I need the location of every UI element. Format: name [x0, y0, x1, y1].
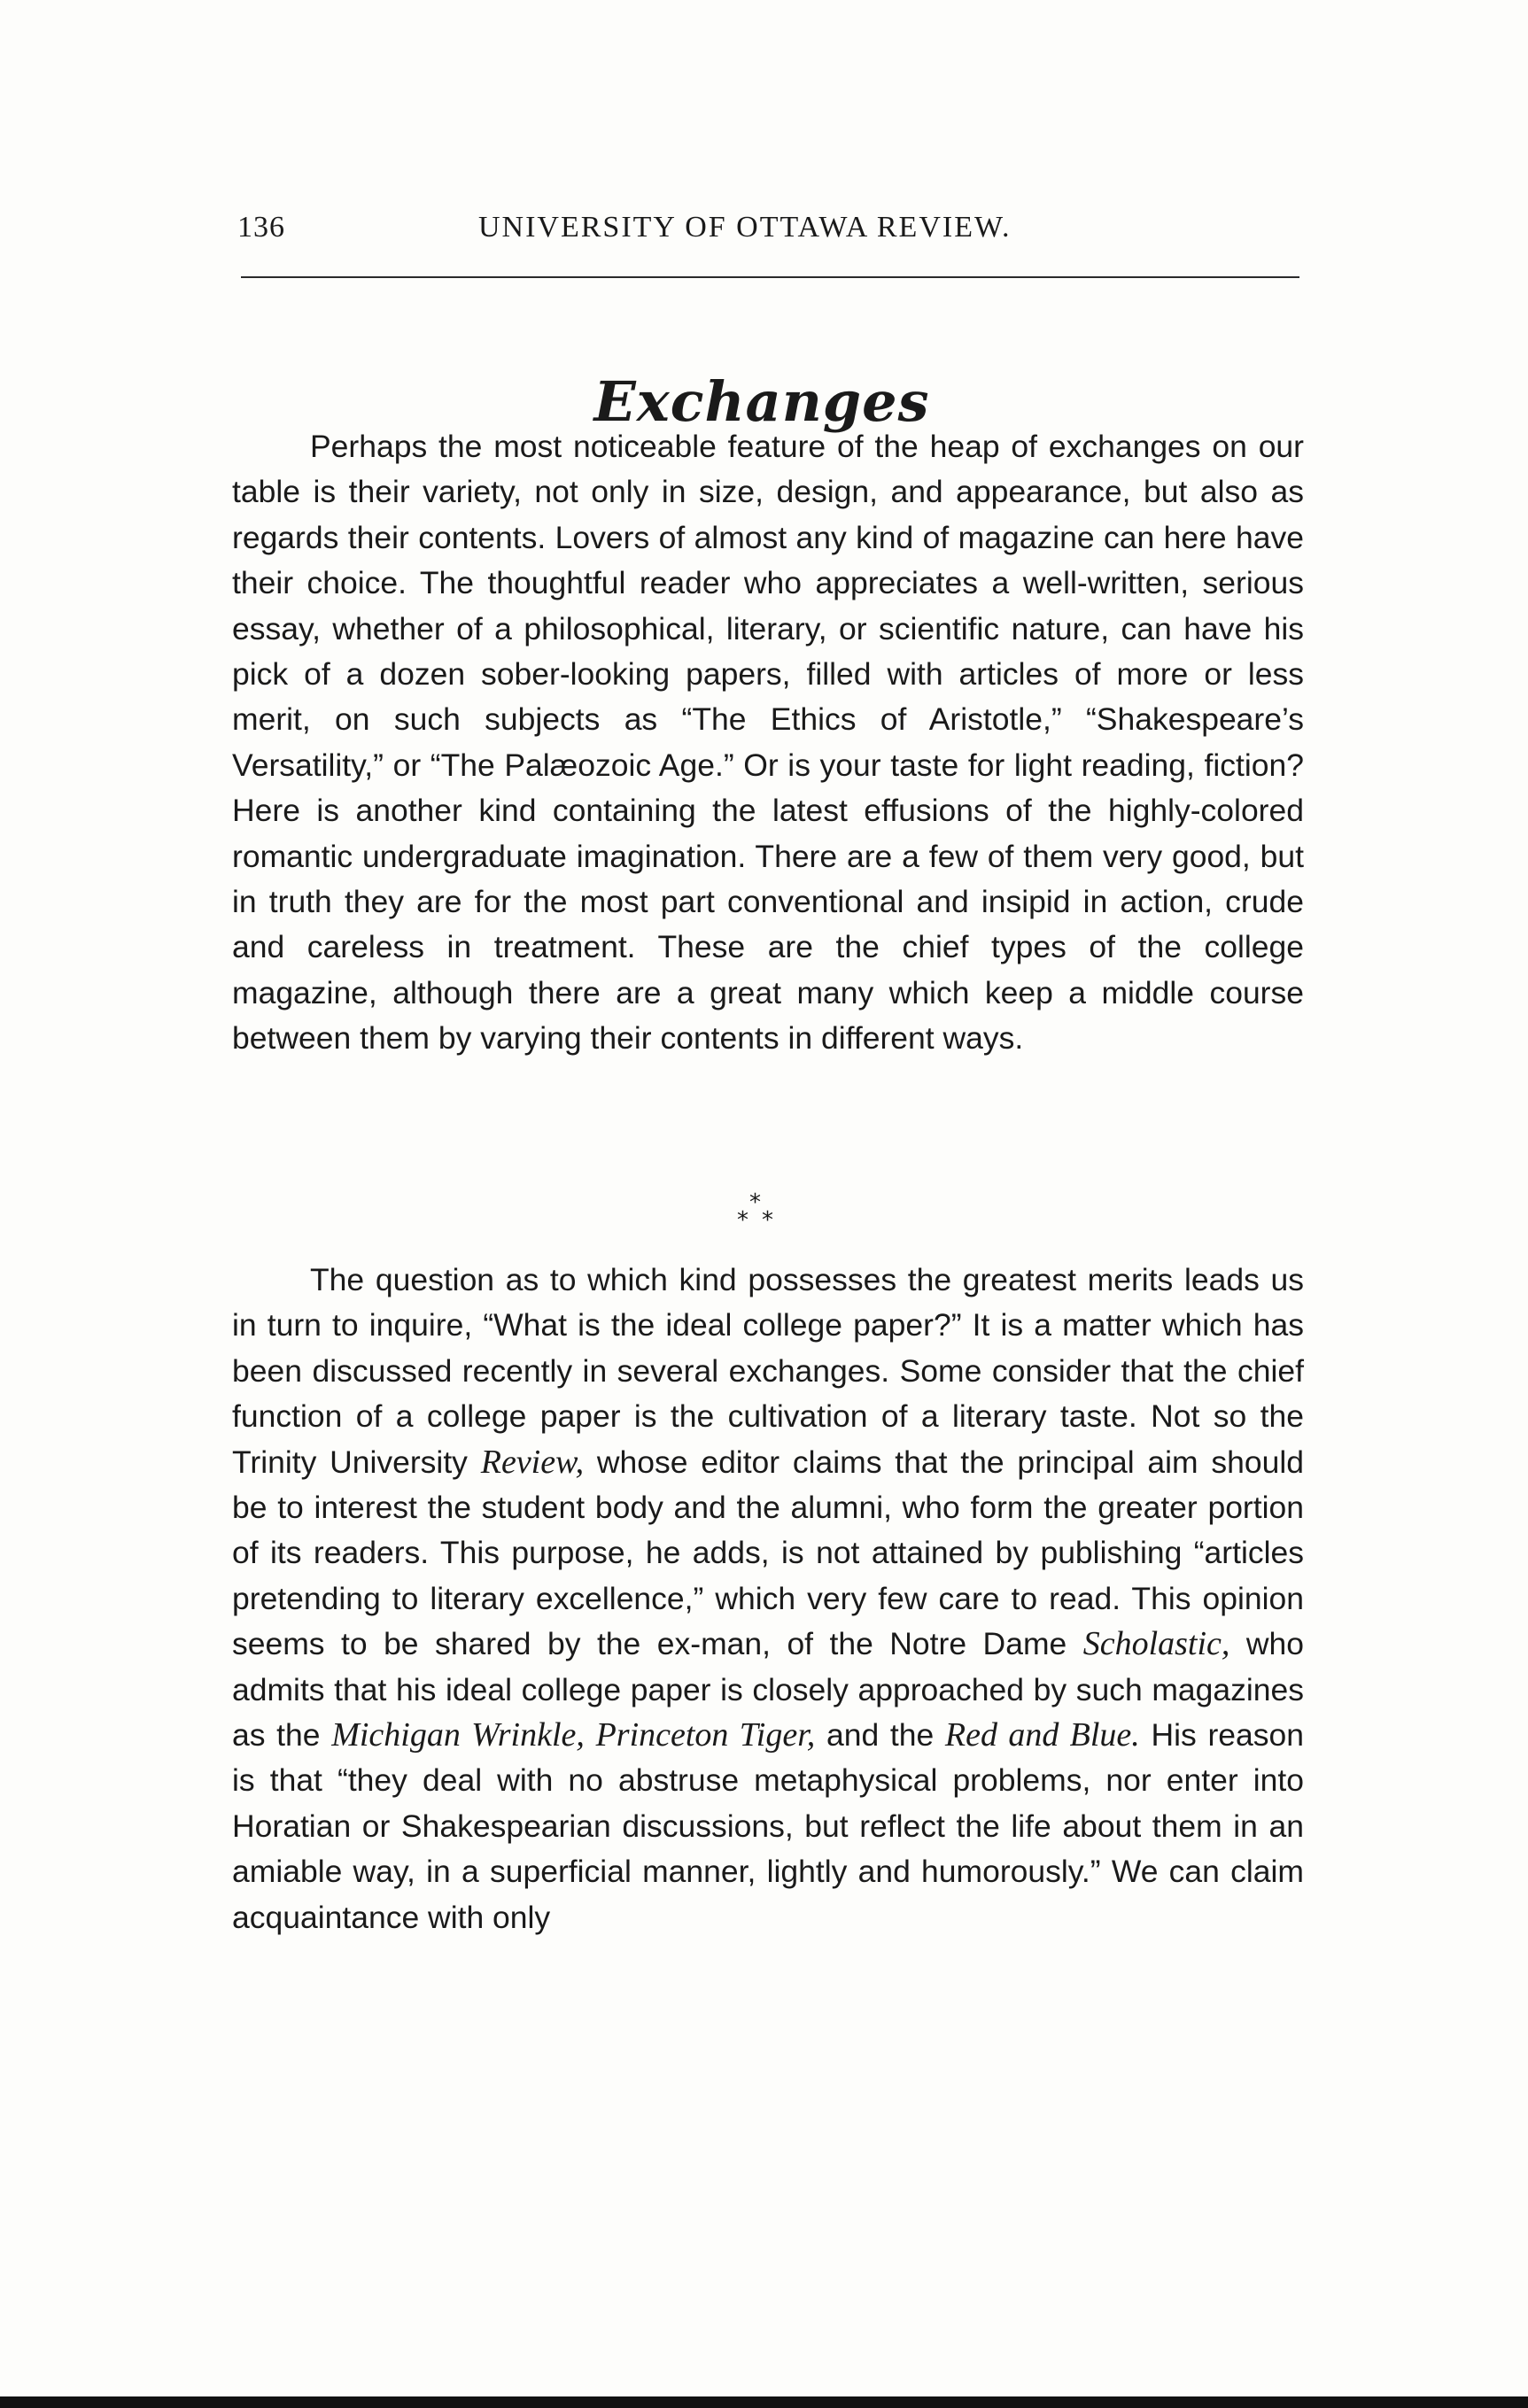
- paragraph-2-text-1: The question as to which kind possesses the greatest merits leads us in turn to inquire, “What is the ideal college paper?” It is a matter which has been discussed recently in several exchanges. Some consider that the chief function of a college paper is the cultivation of a literary taste. Not so the Trinity University: [232, 1262, 1304, 1480]
- paragraph-2-text-5: and the: [815, 1717, 945, 1754]
- paragraph-2-text-6: His reason is that “they deal with no abstruse metaphysical problems, nor enter into Horatian or Shakespearian discussions, but reflect the life about them in an amiable way, in a superficial manner, lightly and humorously.” We can claim acquaintance with only: [232, 1717, 1304, 1935]
- scan-bottom-edge: [0, 2396, 1528, 2408]
- asterisk-left: *: [737, 1207, 748, 1234]
- journal-name-princeton-tiger: Princeton Tiger,: [595, 1716, 816, 1754]
- paragraph-2-text-3: who admits that his ideal college paper is closely approached by such magazines as the: [232, 1626, 1304, 1754]
- page-number: 136: [237, 211, 285, 244]
- running-head: [237, 211, 1300, 250]
- journal-name-michigan-wrinkle: Michigan Wrinkle,: [331, 1716, 585, 1754]
- paragraph-2: [232, 1258, 1304, 1940]
- section-title: Exchanges: [593, 368, 930, 434]
- asterisk-top: *: [749, 1189, 761, 1216]
- paragraph-2-text-4: [585, 1717, 596, 1753]
- journal-title: UNIVERSITY OF OTTAWA REVIEW.: [478, 211, 1012, 244]
- paragraph-1-text: Perhaps the most noticeable feature of the heap of exchanges on our table is their variety, not only in size, design, and appearance, but also as regards their contents. Lovers of almost any kind of magazine can here have their choice. The thoughtful reader who appreciates a well-written, serious essay, whether of a philosophical, literary, or scientific nature, can have his pick of a dozen sober-looking papers, filled with articles of more or less merit, on such subjects as “The Ethics of Aristotle,” “Shakespeare’s Versatility,” or “The Palæozoic Age.” Or is your taste for light reading, fiction? Here is another kind containing the latest effusions of the highly-colored romantic undergraduate imagination. There are a few of them very good, but in truth they are for the most part conventional and insipid in action, crude and careless in treatment. These are the chief types of the college magazine, although there are a great many which keep a middle course between them by varying their contents in different ways.: [232, 429, 1304, 1057]
- asterism-separator: [717, 1191, 806, 1235]
- paragraph-2-text-2: whose editor claims that the principal aim should be to interest the student body and the alumni, who form the greater portion of its readers. This purpose, he adds, is not attained by publishing “articles pretending to literary excellence,” which very few care to read. This opinion seems to be shared by the ex-man, of the Notre Dame: [232, 1444, 1304, 1662]
- asterisk-right: *: [762, 1207, 773, 1234]
- paragraph-1: [232, 424, 1304, 1062]
- journal-name-scholastic: Scholastic,: [1082, 1625, 1230, 1663]
- journal-name-review: Review,: [480, 1443, 585, 1481]
- header-rule: [241, 276, 1299, 278]
- journal-name-red-and-blue: Red and Blue.: [944, 1716, 1140, 1754]
